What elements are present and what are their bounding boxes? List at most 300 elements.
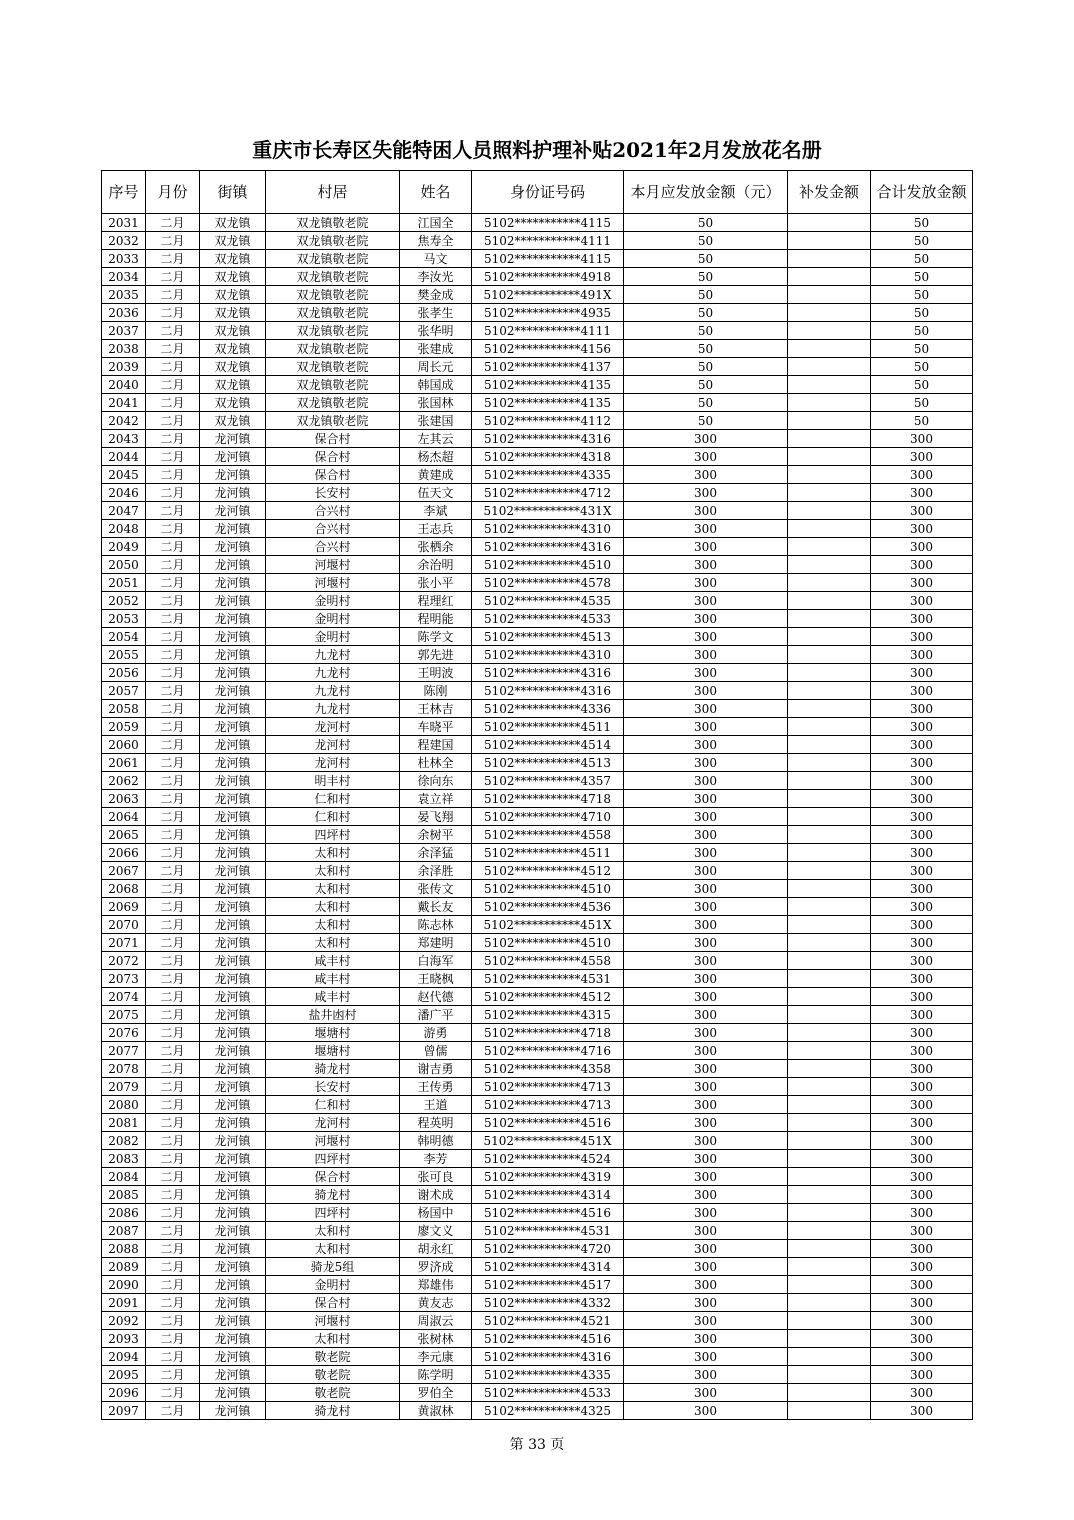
table-cell: 龙河镇 bbox=[200, 538, 266, 556]
table-cell bbox=[788, 322, 871, 340]
table-cell bbox=[788, 898, 871, 916]
table-cell: 龙河镇 bbox=[200, 556, 266, 574]
table-cell: 300 bbox=[871, 1006, 973, 1024]
table-cell: 二月 bbox=[146, 664, 200, 682]
table-cell bbox=[788, 754, 871, 772]
table-cell: 二月 bbox=[146, 808, 200, 826]
table-cell: 2046 bbox=[102, 484, 146, 502]
table-cell bbox=[788, 826, 871, 844]
table-cell: 300 bbox=[871, 1060, 973, 1078]
table-cell: 程建国 bbox=[400, 736, 472, 754]
table-cell: 5102***********4137 bbox=[472, 358, 624, 376]
table-cell bbox=[788, 1150, 871, 1168]
table-cell: 龙河镇 bbox=[200, 1402, 266, 1420]
table-cell: 二月 bbox=[146, 322, 200, 340]
table-cell: 龙河镇 bbox=[200, 1042, 266, 1060]
table-cell: 2095 bbox=[102, 1366, 146, 1384]
table-cell: 300 bbox=[624, 1114, 788, 1132]
table-cell: 龙河镇 bbox=[200, 664, 266, 682]
table-cell: 300 bbox=[871, 682, 973, 700]
table-cell: 双龙镇 bbox=[200, 232, 266, 250]
table-cell: 龙河镇 bbox=[200, 736, 266, 754]
table-cell: 双龙镇敬老院 bbox=[266, 412, 400, 430]
table-row bbox=[102, 268, 973, 286]
table-cell: 四坪村 bbox=[266, 1150, 400, 1168]
table-cell: 太和村 bbox=[266, 1330, 400, 1348]
table-cell: 二月 bbox=[146, 916, 200, 934]
table-cell: 双龙镇 bbox=[200, 358, 266, 376]
table-row bbox=[102, 1006, 973, 1024]
table-cell: 300 bbox=[871, 700, 973, 718]
table-cell bbox=[788, 1114, 871, 1132]
table-cell bbox=[788, 448, 871, 466]
table-cell: 300 bbox=[871, 1312, 973, 1330]
table-row bbox=[102, 1312, 973, 1330]
table-cell: 九龙村 bbox=[266, 664, 400, 682]
table-row bbox=[102, 610, 973, 628]
table-cell: 金明村 bbox=[266, 1276, 400, 1294]
table-row bbox=[102, 1402, 973, 1420]
table-cell: 5102***********4318 bbox=[472, 448, 624, 466]
table-cell: 龙河镇 bbox=[200, 1240, 266, 1258]
table-cell bbox=[788, 1294, 871, 1312]
table-cell: 50 bbox=[624, 340, 788, 358]
table-cell: 杨杰超 bbox=[400, 448, 472, 466]
table-cell bbox=[788, 1384, 871, 1402]
table-cell: 5102***********451X bbox=[472, 1132, 624, 1150]
table-cell: 龙河村 bbox=[266, 718, 400, 736]
table-cell: 龙河镇 bbox=[200, 1222, 266, 1240]
table-cell: 2084 bbox=[102, 1168, 146, 1186]
table-cell: 300 bbox=[871, 1150, 973, 1168]
table-cell: 二月 bbox=[146, 574, 200, 592]
table-cell: 5102***********4512 bbox=[472, 988, 624, 1006]
table-row bbox=[102, 700, 973, 718]
table-cell: 太和村 bbox=[266, 880, 400, 898]
table-cell: 二月 bbox=[146, 250, 200, 268]
table-cell: 太和村 bbox=[266, 1240, 400, 1258]
table-cell: 2085 bbox=[102, 1186, 146, 1204]
table-cell: 2044 bbox=[102, 448, 146, 466]
table-cell: 四坪村 bbox=[266, 826, 400, 844]
table-cell: 白海军 bbox=[400, 952, 472, 970]
column-header: 月份 bbox=[146, 171, 200, 214]
table-row bbox=[102, 232, 973, 250]
table-cell: 300 bbox=[624, 844, 788, 862]
table-cell: 2035 bbox=[102, 286, 146, 304]
table-cell: 双龙镇敬老院 bbox=[266, 394, 400, 412]
table-cell: 5102***********4713 bbox=[472, 1096, 624, 1114]
table-header bbox=[102, 171, 973, 214]
table-cell: 徐向东 bbox=[400, 772, 472, 790]
table-cell: 2041 bbox=[102, 394, 146, 412]
roster-table bbox=[101, 170, 973, 1420]
table-row bbox=[102, 736, 973, 754]
table-cell: 2062 bbox=[102, 772, 146, 790]
table-cell: 双龙镇敬老院 bbox=[266, 250, 400, 268]
table-cell: 2076 bbox=[102, 1024, 146, 1042]
table-cell: 50 bbox=[624, 286, 788, 304]
table-row bbox=[102, 520, 973, 538]
table-row bbox=[102, 250, 973, 268]
table-cell: 2037 bbox=[102, 322, 146, 340]
table-cell: 5102***********4319 bbox=[472, 1168, 624, 1186]
table-cell: 2032 bbox=[102, 232, 146, 250]
table-cell: 二月 bbox=[146, 1132, 200, 1150]
table-cell: 50 bbox=[871, 232, 973, 250]
table-cell: 堰塘村 bbox=[266, 1042, 400, 1060]
table-cell: 罗伯全 bbox=[400, 1384, 472, 1402]
table-cell bbox=[788, 1240, 871, 1258]
table-cell: 300 bbox=[624, 1294, 788, 1312]
table-cell: 5102***********4112 bbox=[472, 412, 624, 430]
table-cell bbox=[788, 1168, 871, 1186]
table-cell: 王道 bbox=[400, 1096, 472, 1114]
table-cell bbox=[788, 1330, 871, 1348]
table-cell: 龙河镇 bbox=[200, 1060, 266, 1078]
table-cell: 敬老院 bbox=[266, 1366, 400, 1384]
column-header: 街镇 bbox=[200, 171, 266, 214]
table-cell: 300 bbox=[871, 610, 973, 628]
table-cell: 5102***********4531 bbox=[472, 970, 624, 988]
table-cell: 张小平 bbox=[400, 574, 472, 592]
table-cell: 韩国成 bbox=[400, 376, 472, 394]
table-cell: 长安村 bbox=[266, 484, 400, 502]
table-cell: 黄建成 bbox=[400, 466, 472, 484]
table-cell: 二月 bbox=[146, 790, 200, 808]
table-cell: 2052 bbox=[102, 592, 146, 610]
table-cell: 5102***********4315 bbox=[472, 1006, 624, 1024]
table-cell bbox=[788, 880, 871, 898]
table-cell bbox=[788, 592, 871, 610]
table-cell: 50 bbox=[871, 412, 973, 430]
table-cell: 2054 bbox=[102, 628, 146, 646]
header-row bbox=[102, 171, 973, 214]
table-cell: 陈志林 bbox=[400, 916, 472, 934]
table-cell: 5102***********4533 bbox=[472, 610, 624, 628]
table-cell bbox=[788, 502, 871, 520]
table-cell: 双龙镇敬老院 bbox=[266, 268, 400, 286]
table-cell: 5102***********4512 bbox=[472, 862, 624, 880]
table-cell: 50 bbox=[624, 268, 788, 286]
table-cell bbox=[788, 520, 871, 538]
table-row bbox=[102, 844, 973, 862]
table-cell: 2083 bbox=[102, 1150, 146, 1168]
table-cell bbox=[788, 610, 871, 628]
table-cell: 二月 bbox=[146, 1294, 200, 1312]
table-cell: 300 bbox=[871, 844, 973, 862]
table-cell: 5102***********451X bbox=[472, 916, 624, 934]
table-cell: 300 bbox=[871, 1276, 973, 1294]
table-cell: 300 bbox=[871, 1186, 973, 1204]
table-cell: 龙河镇 bbox=[200, 430, 266, 448]
table-cell: 50 bbox=[871, 250, 973, 268]
table-cell: 二月 bbox=[146, 628, 200, 646]
table-cell: 龙河村 bbox=[266, 754, 400, 772]
table-cell: 龙河镇 bbox=[200, 754, 266, 772]
table-cell: 300 bbox=[871, 736, 973, 754]
table-cell: 300 bbox=[624, 898, 788, 916]
table-cell: 300 bbox=[624, 1006, 788, 1024]
table-cell: 张传文 bbox=[400, 880, 472, 898]
table-cell: 二月 bbox=[146, 484, 200, 502]
table-cell: 2055 bbox=[102, 646, 146, 664]
table-cell: 5102***********4316 bbox=[472, 538, 624, 556]
table-cell: 袁立祥 bbox=[400, 790, 472, 808]
table-cell: 300 bbox=[624, 1240, 788, 1258]
table-cell: 5102***********4558 bbox=[472, 952, 624, 970]
table-cell: 龙河镇 bbox=[200, 484, 266, 502]
table-cell: 300 bbox=[871, 1024, 973, 1042]
table-cell: 300 bbox=[624, 790, 788, 808]
table-cell: 300 bbox=[871, 1240, 973, 1258]
table-cell: 5102***********4310 bbox=[472, 520, 624, 538]
table-cell: 300 bbox=[871, 1222, 973, 1240]
table-body bbox=[102, 214, 973, 1420]
table-cell: 二月 bbox=[146, 304, 200, 322]
table-cell: 余树平 bbox=[400, 826, 472, 844]
table-cell: 二月 bbox=[146, 1186, 200, 1204]
column-header: 合计发放金额 bbox=[871, 171, 973, 214]
table-cell: 2043 bbox=[102, 430, 146, 448]
table-cell: 50 bbox=[871, 394, 973, 412]
table-cell: 300 bbox=[624, 1078, 788, 1096]
table-cell: 300 bbox=[624, 448, 788, 466]
table-row bbox=[102, 1294, 973, 1312]
table-cell: 300 bbox=[624, 466, 788, 484]
table-cell: 合兴村 bbox=[266, 538, 400, 556]
table-cell: 保合村 bbox=[266, 1294, 400, 1312]
table-cell: 2071 bbox=[102, 934, 146, 952]
table-cell: 300 bbox=[624, 538, 788, 556]
table-cell: 50 bbox=[871, 304, 973, 322]
table-cell bbox=[788, 916, 871, 934]
table-cell bbox=[788, 556, 871, 574]
table-cell: 5102***********4935 bbox=[472, 304, 624, 322]
table-cell: 河堰村 bbox=[266, 1312, 400, 1330]
table-cell: 二月 bbox=[146, 970, 200, 988]
table-cell: 2072 bbox=[102, 952, 146, 970]
table-cell: 5102***********4135 bbox=[472, 394, 624, 412]
table-cell: 潘广平 bbox=[400, 1006, 472, 1024]
table-cell: 双龙镇敬老院 bbox=[266, 214, 400, 232]
table-cell bbox=[788, 430, 871, 448]
table-cell: 5102***********4335 bbox=[472, 466, 624, 484]
table-cell: 300 bbox=[871, 1132, 973, 1150]
table-cell: 龙河镇 bbox=[200, 1384, 266, 1402]
table-cell: 二月 bbox=[146, 232, 200, 250]
table-cell: 谢吉勇 bbox=[400, 1060, 472, 1078]
table-cell: 二月 bbox=[146, 538, 200, 556]
table-cell: 2063 bbox=[102, 790, 146, 808]
table-cell: 5102***********4325 bbox=[472, 1402, 624, 1420]
table-cell: 300 bbox=[624, 916, 788, 934]
table-cell: 2091 bbox=[102, 1294, 146, 1312]
table-cell: 龙河镇 bbox=[200, 1330, 266, 1348]
table-cell: 王传勇 bbox=[400, 1078, 472, 1096]
table-cell: 双龙镇 bbox=[200, 376, 266, 394]
table-row bbox=[102, 286, 973, 304]
table-cell: 二月 bbox=[146, 1204, 200, 1222]
table-row bbox=[102, 1384, 973, 1402]
table-cell: 二月 bbox=[146, 880, 200, 898]
table-cell bbox=[788, 970, 871, 988]
table-cell bbox=[788, 682, 871, 700]
table-cell: 5102***********4115 bbox=[472, 214, 624, 232]
table-cell: 50 bbox=[624, 358, 788, 376]
table-cell: 长安村 bbox=[266, 1078, 400, 1096]
table-cell: 2048 bbox=[102, 520, 146, 538]
table-row bbox=[102, 1222, 973, 1240]
table-cell: 2093 bbox=[102, 1330, 146, 1348]
table-cell: 300 bbox=[871, 916, 973, 934]
table-cell: 骑龙村 bbox=[266, 1402, 400, 1420]
table-cell: 龙河镇 bbox=[200, 1150, 266, 1168]
table-row bbox=[102, 808, 973, 826]
table-cell: 50 bbox=[624, 322, 788, 340]
table-cell: 樊金成 bbox=[400, 286, 472, 304]
table-cell: 金明村 bbox=[266, 628, 400, 646]
table-cell: 二月 bbox=[146, 1258, 200, 1276]
table-cell: 300 bbox=[871, 1366, 973, 1384]
table-cell: 2067 bbox=[102, 862, 146, 880]
table-row bbox=[102, 1348, 973, 1366]
table-cell: 5102***********4510 bbox=[472, 880, 624, 898]
table-cell: 二月 bbox=[146, 430, 200, 448]
table-cell: 太和村 bbox=[266, 1222, 400, 1240]
table-cell bbox=[788, 664, 871, 682]
table-cell: 2047 bbox=[102, 502, 146, 520]
table-cell: 5102***********4316 bbox=[472, 682, 624, 700]
table-cell: 2056 bbox=[102, 664, 146, 682]
table-cell: 2045 bbox=[102, 466, 146, 484]
table-cell: 龙河镇 bbox=[200, 1078, 266, 1096]
table-cell: 张树林 bbox=[400, 1330, 472, 1348]
table-cell: 保合村 bbox=[266, 448, 400, 466]
table-cell: 300 bbox=[624, 1024, 788, 1042]
table-cell: 5102***********4316 bbox=[472, 1348, 624, 1366]
table-cell: 黄友志 bbox=[400, 1294, 472, 1312]
table-row bbox=[102, 430, 973, 448]
table-cell: 河堰村 bbox=[266, 574, 400, 592]
table-cell: 赵代德 bbox=[400, 988, 472, 1006]
table-cell: 李汝光 bbox=[400, 268, 472, 286]
table-cell: 300 bbox=[624, 754, 788, 772]
table-cell: 金明村 bbox=[266, 592, 400, 610]
table-cell: 300 bbox=[624, 1150, 788, 1168]
table-cell: 50 bbox=[871, 268, 973, 286]
table-cell: 龙河镇 bbox=[200, 1096, 266, 1114]
table-cell: 张孝生 bbox=[400, 304, 472, 322]
table-cell: 二月 bbox=[146, 358, 200, 376]
table-cell: 龙河镇 bbox=[200, 916, 266, 934]
table-cell: 龙河镇 bbox=[200, 1168, 266, 1186]
table-cell: 龙河镇 bbox=[200, 862, 266, 880]
table-cell: 300 bbox=[624, 934, 788, 952]
table-cell: 300 bbox=[871, 484, 973, 502]
table-cell: 二月 bbox=[146, 1330, 200, 1348]
table-cell: 杜林全 bbox=[400, 754, 472, 772]
table-cell: 300 bbox=[871, 628, 973, 646]
table-cell bbox=[788, 628, 871, 646]
table-cell: 300 bbox=[624, 1276, 788, 1294]
table-cell: 二月 bbox=[146, 1276, 200, 1294]
table-row bbox=[102, 952, 973, 970]
table-cell bbox=[788, 538, 871, 556]
table-cell: 双龙镇 bbox=[200, 268, 266, 286]
table-cell: 300 bbox=[624, 988, 788, 1006]
table-cell: 二月 bbox=[146, 1168, 200, 1186]
table-cell: 5102***********4513 bbox=[472, 754, 624, 772]
table-cell: 龙河镇 bbox=[200, 1132, 266, 1150]
table-cell: 300 bbox=[871, 520, 973, 538]
table-cell: 5102***********4710 bbox=[472, 808, 624, 826]
table-cell: 二月 bbox=[146, 466, 200, 484]
table-cell bbox=[788, 214, 871, 232]
table-cell: 李元康 bbox=[400, 1348, 472, 1366]
table-cell: 300 bbox=[624, 952, 788, 970]
table-cell: 2090 bbox=[102, 1276, 146, 1294]
table-cell: 双龙镇 bbox=[200, 340, 266, 358]
table-cell bbox=[788, 1186, 871, 1204]
table-cell bbox=[788, 1312, 871, 1330]
table-cell: 王明波 bbox=[400, 664, 472, 682]
table-cell: 300 bbox=[871, 1402, 973, 1420]
table-cell: 300 bbox=[624, 1132, 788, 1150]
table-cell: 5102***********4521 bbox=[472, 1312, 624, 1330]
table-row bbox=[102, 484, 973, 502]
table-row bbox=[102, 1042, 973, 1060]
table-cell: 300 bbox=[624, 1312, 788, 1330]
table-cell: 焦寿全 bbox=[400, 232, 472, 250]
table-cell: 龙河镇 bbox=[200, 934, 266, 952]
table-cell: 5102***********4517 bbox=[472, 1276, 624, 1294]
table-cell: 龙河镇 bbox=[200, 1366, 266, 1384]
table-cell: 程明能 bbox=[400, 610, 472, 628]
table-cell: 5102***********4918 bbox=[472, 268, 624, 286]
table-cell: 300 bbox=[871, 430, 973, 448]
table-cell: 龙河镇 bbox=[200, 466, 266, 484]
table-cell: 双龙镇敬老院 bbox=[266, 232, 400, 250]
table-cell: 300 bbox=[871, 880, 973, 898]
table-cell: 二月 bbox=[146, 1222, 200, 1240]
table-cell bbox=[788, 1402, 871, 1420]
table-cell: 咸丰村 bbox=[266, 952, 400, 970]
table-cell: 二月 bbox=[146, 700, 200, 718]
table-cell: 龙河村 bbox=[266, 1114, 400, 1132]
table-cell: 余治明 bbox=[400, 556, 472, 574]
column-header: 本月应发放金额（元） bbox=[624, 171, 788, 214]
table-cell: 廖文义 bbox=[400, 1222, 472, 1240]
table-cell: 2031 bbox=[102, 214, 146, 232]
table-cell: 5102***********431X bbox=[472, 502, 624, 520]
table-cell bbox=[788, 232, 871, 250]
table-cell: 2080 bbox=[102, 1096, 146, 1114]
table-cell: 仁和村 bbox=[266, 790, 400, 808]
table-cell: 张华明 bbox=[400, 322, 472, 340]
table-cell: 二月 bbox=[146, 268, 200, 286]
table-cell: 龙河镇 bbox=[200, 1312, 266, 1330]
table-cell: 300 bbox=[624, 1204, 788, 1222]
table-cell: 300 bbox=[624, 574, 788, 592]
table-cell: 双龙镇敬老院 bbox=[266, 358, 400, 376]
table-cell: 5102***********4316 bbox=[472, 430, 624, 448]
table-cell: 龙河镇 bbox=[200, 1114, 266, 1132]
table-cell bbox=[788, 700, 871, 718]
table-cell: 5102***********4535 bbox=[472, 592, 624, 610]
table-cell: 游勇 bbox=[400, 1024, 472, 1042]
table-cell: 300 bbox=[624, 1348, 788, 1366]
